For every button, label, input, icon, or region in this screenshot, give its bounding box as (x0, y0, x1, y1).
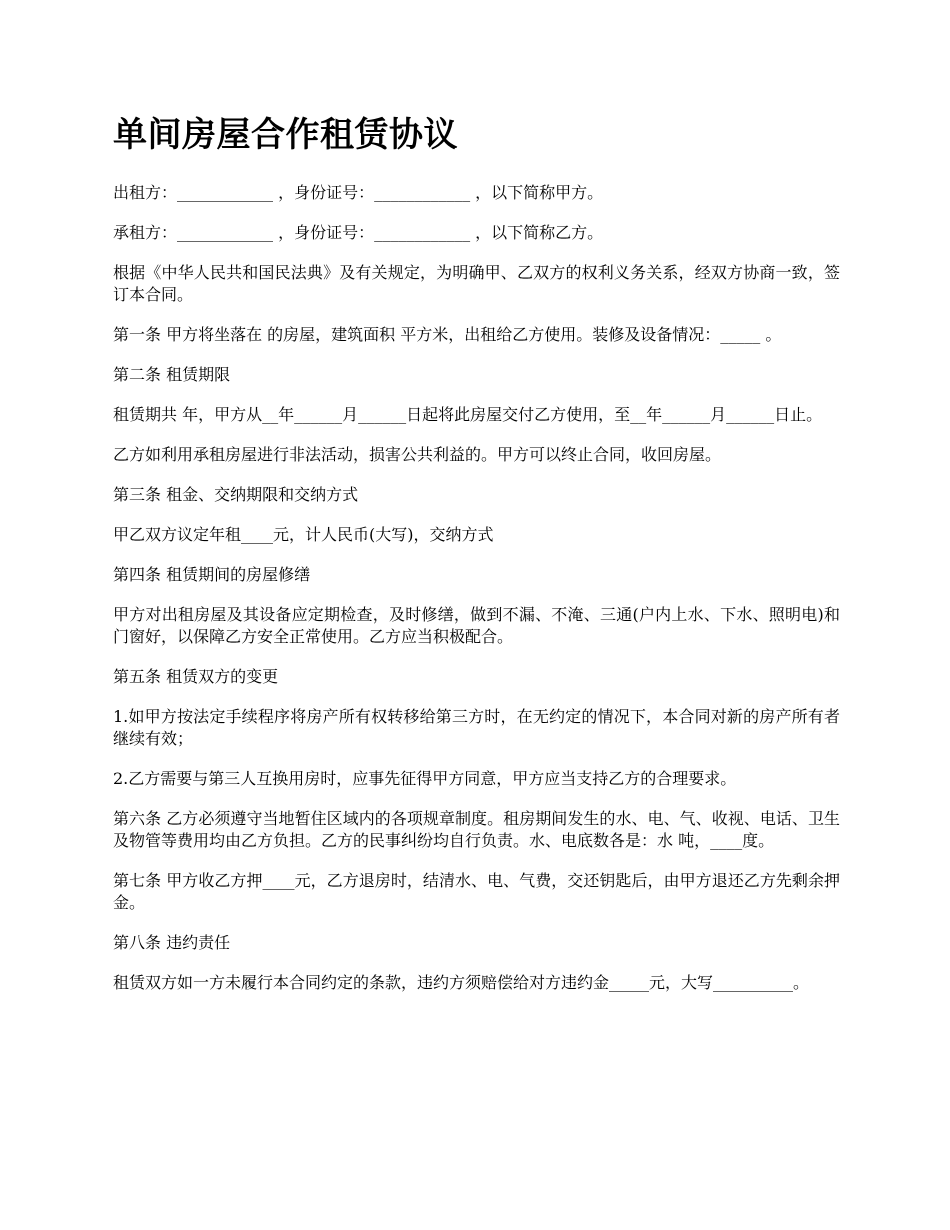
illegal-use-paragraph: 乙方如利用承租房屋进行非法活动，损害公共利益的。甲方可以终止合同，收回房屋。 (113, 445, 722, 464)
preamble-paragraph: 根据《中华人民共和国民法典》及有关规定，为明确甲、乙双方的权利义务关系，经双方协商一致，签订本合同。 (113, 263, 840, 304)
rent-paragraph: 甲乙双方议定年租____元，计人民币(大写)，交纳方式 (113, 525, 494, 544)
article-6-paragraph: 第六条 乙方必须遵守当地暂住区域内的各项规章制度。租房期间发生的水、电、气、收视、电话、卫生及物管等费用均由乙方负担。乙方的民事纠纷均自行负责。水、电底数各是：水 吨，____度。 (113, 809, 840, 850)
change-clause-1: 1.如甲方按法定手续程序将房产所有权转移给第三方时，在无约定的情况下，本合同对新的房产所有者继续有效； (113, 707, 840, 748)
repair-paragraph: 甲方对出租房屋及其设备应定期检查，及时修缮，做到不漏、不淹、三通(户内上水、下水、照明电)和门窗好，以保障乙方安全正常使用。乙方应当积极配合。 (113, 605, 840, 646)
breach-paragraph: 租赁双方如一方未履行本合同约定的条款，违约方须赔偿给对方违约金_____元，大写__________。 (113, 973, 810, 992)
lease-term-paragraph: 租赁期共 年，甲方从__年______月______日起将此房屋交付乙方使用，至__年______月______日止。 (113, 405, 823, 424)
document-page (113, 112, 840, 1012)
lessee-line: 承租方：____________ ，身份证号：____________ ，以下简称乙方。 (113, 223, 604, 242)
article-8-heading: 第八条 违约责任 (113, 933, 231, 952)
change-clause-2: 2.乙方需要与第三人互换用房时，应事先征得甲方同意，甲方应当支持乙方的合理要求。 (113, 769, 737, 788)
article-2-heading: 第二条 租赁期限 (113, 365, 231, 384)
document-title: 单间房屋合作租赁协议 (113, 115, 458, 155)
article-3-heading: 第三条 租金、交纳期限和交纳方式 (113, 485, 359, 504)
lessor-line: 出租方：____________ ，身份证号：____________ ，以下简称甲方。 (113, 183, 604, 202)
article-7-paragraph: 第七条 甲方收乙方押____元，乙方退房时，结清水、电、气费，交还钥匙后，由甲方退还乙方先剩余押金。 (113, 871, 840, 912)
article-1-paragraph: 第一条 甲方将坐落在 的房屋，建筑面积 平方米，出租给乙方使用。装修及设备情况：_____ 。 (113, 325, 782, 344)
article-5-heading: 第五条 租赁双方的变更 (113, 667, 279, 686)
article-4-heading: 第四条 租赁期间的房屋修缮 (113, 565, 311, 584)
